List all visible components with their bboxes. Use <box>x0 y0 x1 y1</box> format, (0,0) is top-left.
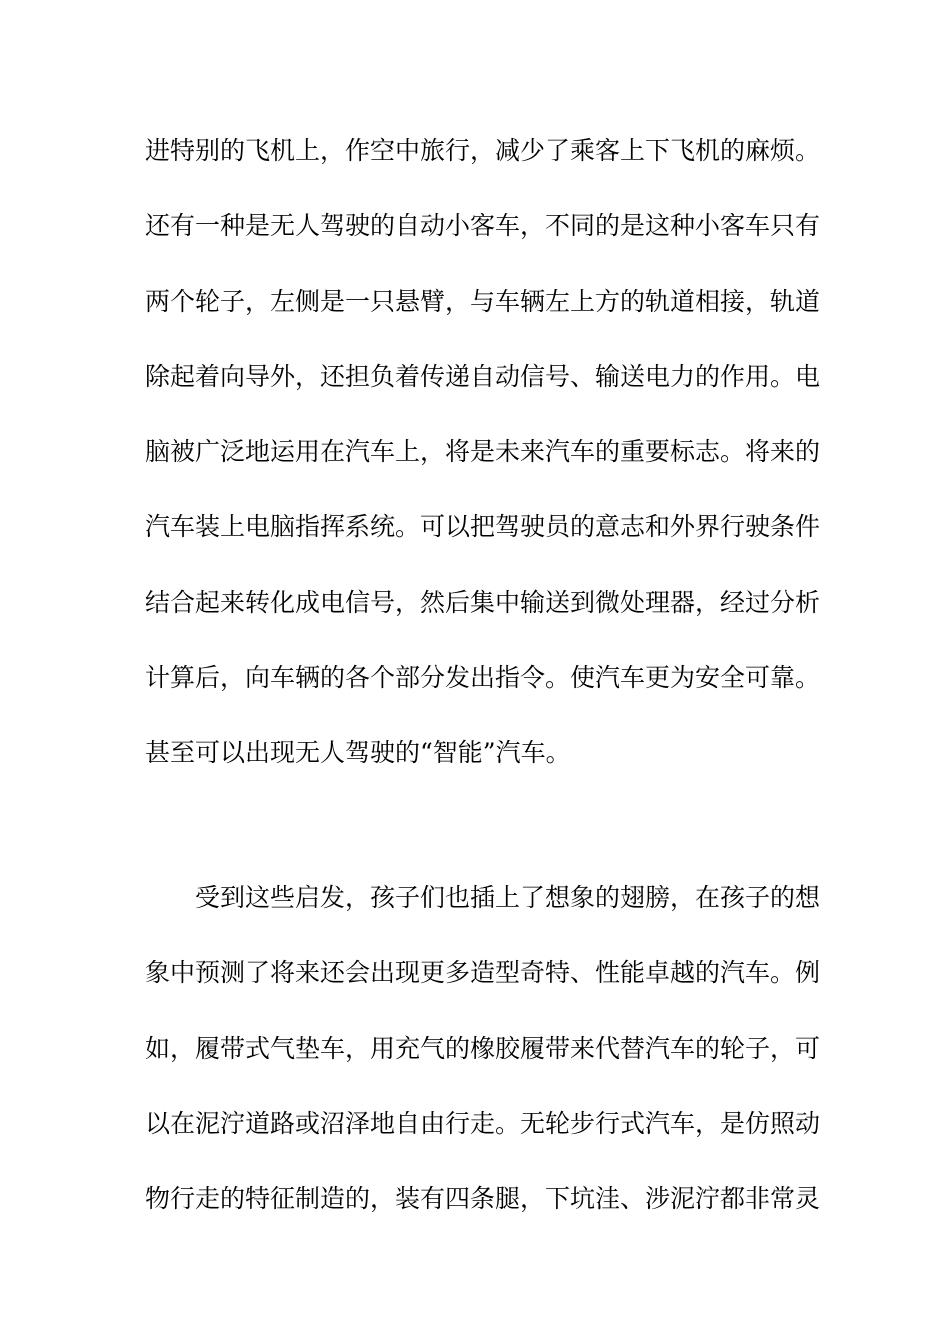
paragraph-line: 脑被广泛地运用在汽车上，将是未来汽车的重要标志。将来的 <box>145 437 821 467</box>
paragraph-line: 象中预测了将来还会出现更多造型奇特、性能卓越的汽车。例 <box>145 958 821 988</box>
paragraph-line: 除起着向导外，还担负着传递自动信号、输送电力的作用。电 <box>145 361 821 391</box>
paragraph-line: 物行走的特征制造的，装有四条腿，下坑洼、涉泥泞都非常灵 <box>145 1184 821 1214</box>
paragraph-line: 如，履带式气垫车，用充气的橡胶履带来代替汽车的轮子，可 <box>145 1033 821 1063</box>
paragraph-2 <box>145 860 821 1236</box>
paragraph-line: 受到这些启发，孩子们也插上了想象的翅膀，在孩子的想 <box>145 883 821 912</box>
paragraph-line: 还有一种是无人驾驶的自动小客车，不同的是这种小客车只有 <box>145 211 821 241</box>
paragraph-line: 两个轮子，左侧是一只悬臂，与车辆左上方的轨道相接，轨道 <box>145 286 821 316</box>
paragraph-line: 以在泥泞道路或沼泽地自由行走。无轮步行式汽车，是仿照动 <box>145 1108 821 1138</box>
paragraph-line: 结合起来转化成电信号，然后集中输送到微处理器，经过分析 <box>145 587 821 617</box>
paragraph-line: 进特别的飞机上，作空中旅行，减少了乘客上下飞机的麻烦。 <box>145 136 821 165</box>
paragraph-1 <box>145 113 821 791</box>
paragraph-line: 甚至可以出现无人驾驶的“智能”汽车。 <box>145 738 571 768</box>
paragraph-line: 计算后，向车辆的各个部分发出指令。使汽车更为安全可靠。 <box>145 663 821 693</box>
paragraph-line: 汽车装上电脑指挥系统。可以把驾驶员的意志和外界行驶条件 <box>145 512 821 542</box>
